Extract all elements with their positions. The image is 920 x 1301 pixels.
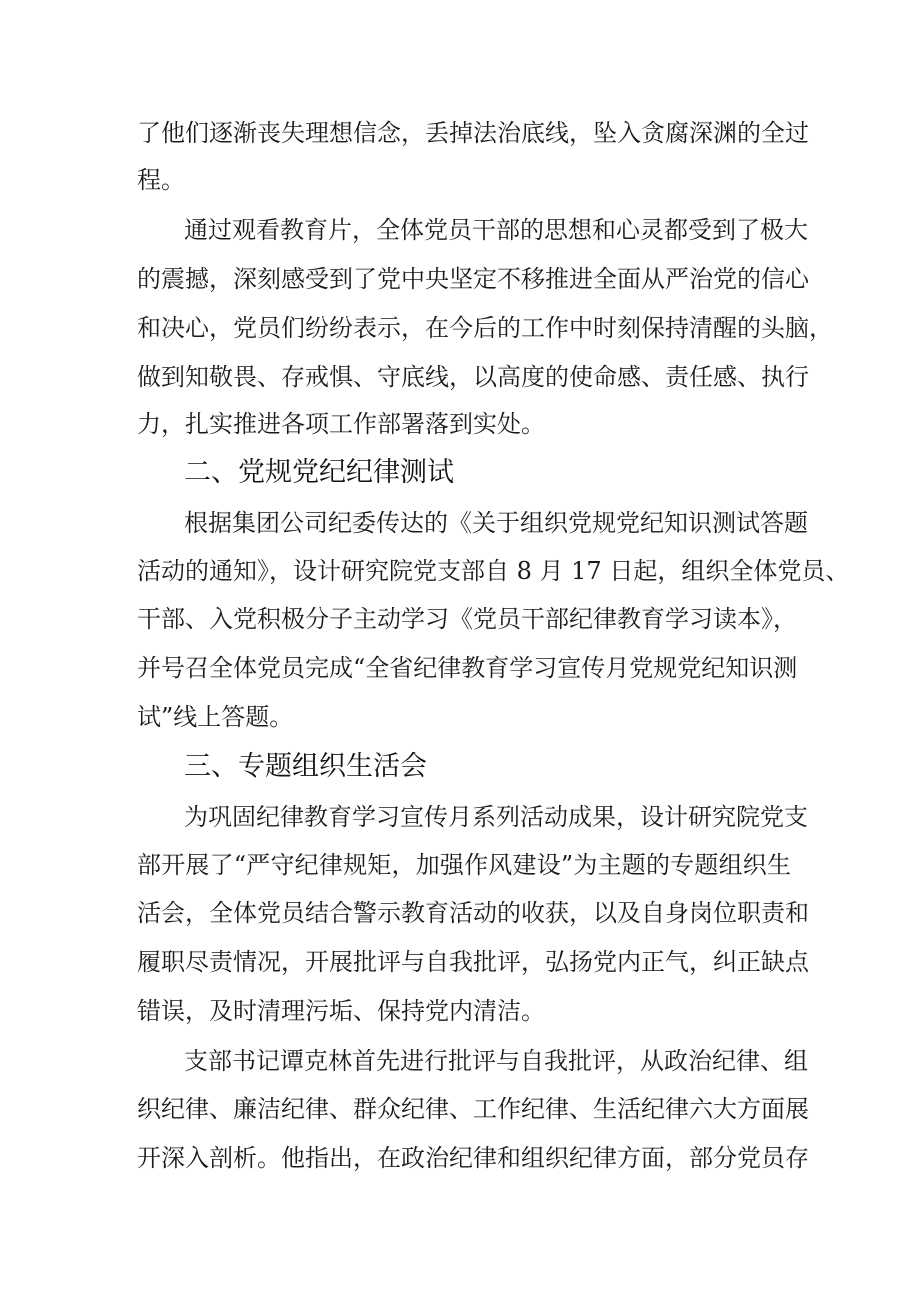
- continuation-line-2: 程。: [137, 166, 185, 194]
- paragraph-test-line-3: 干部、入党积极分子主动学习《党员干部纪律教育学习读本》，: [137, 605, 797, 633]
- paragraph-secretary-line-1: 支部书记谭克林首先进行批评与自我批评，从政治纪律、组: [184, 1047, 808, 1075]
- section-heading-3: 三、专题组织生活会: [184, 751, 427, 782]
- paragraph-secretary-line-3: 开深入剖析。他指出，在政治纪律和组织纪律方面，部分党员存: [137, 1144, 809, 1172]
- paragraph-test-line-5: 试”线上答题。: [137, 703, 294, 731]
- continuation-line-1: 了他们逐渐丧失理想信念，丢掉法治底线，坠入贪腐深渊的全过: [137, 119, 809, 147]
- paragraph-film-line-4: 做到知敬畏、存戒惧、守底线，以高度的使命感、责任感、执行: [137, 363, 809, 391]
- paragraph-film-line-3: 和决心，党员们纷纷表示，在今后的工作中时刻保持清醒的头脑，: [137, 314, 833, 342]
- paragraph-meeting-line-1: 为巩固纪律教育学习宣传月系列活动成果，设计研究院党支: [184, 803, 808, 831]
- paragraph-secretary-line-2: 织纪律、廉洁纪律、群众纪律、工作纪律、生活纪律六大方面展: [137, 1095, 809, 1123]
- paragraph-film-line-5: 力，扎实推进各项工作部署落到实处。: [137, 410, 545, 438]
- paragraph-meeting-line-4: 履职尽责情况，开展批评与自我批评，弘扬党内正气，纠正缺点: [137, 948, 809, 976]
- paragraph-film-line-1: 通过观看教育片，全体党员干部的思想和心灵都受到了极大: [184, 216, 808, 244]
- paragraph-meeting-line-5: 错误，及时清理污垢、保持党内清洁。: [137, 997, 545, 1025]
- paragraph-test-line-2: 活动的通知》，设计研究院党支部自 8 月 17 日起，组织全体党员、: [137, 557, 850, 585]
- paragraph-film-line-2: 的震撼，深刻感受到了党中央坚定不移推进全面从严治党的信心: [137, 265, 809, 293]
- paragraph-test-line-1: 根据集团公司纪委传达的《关于组织党规党纪知识测试答题: [184, 509, 808, 537]
- paragraph-meeting-line-3: 活会，全体党员结合警示教育活动的收获，以及自身岗位职责和: [137, 899, 809, 927]
- paragraph-test-line-4: 并号召全体党员完成“全省纪律教育学习宣传月党规党纪知识测: [137, 654, 798, 682]
- section-heading-2: 二、党规党纪纪律测试: [184, 457, 454, 488]
- paragraph-meeting-line-2: 部开展了“严守纪律规矩，加强作风建设”为主题的专题组织生: [137, 851, 791, 879]
